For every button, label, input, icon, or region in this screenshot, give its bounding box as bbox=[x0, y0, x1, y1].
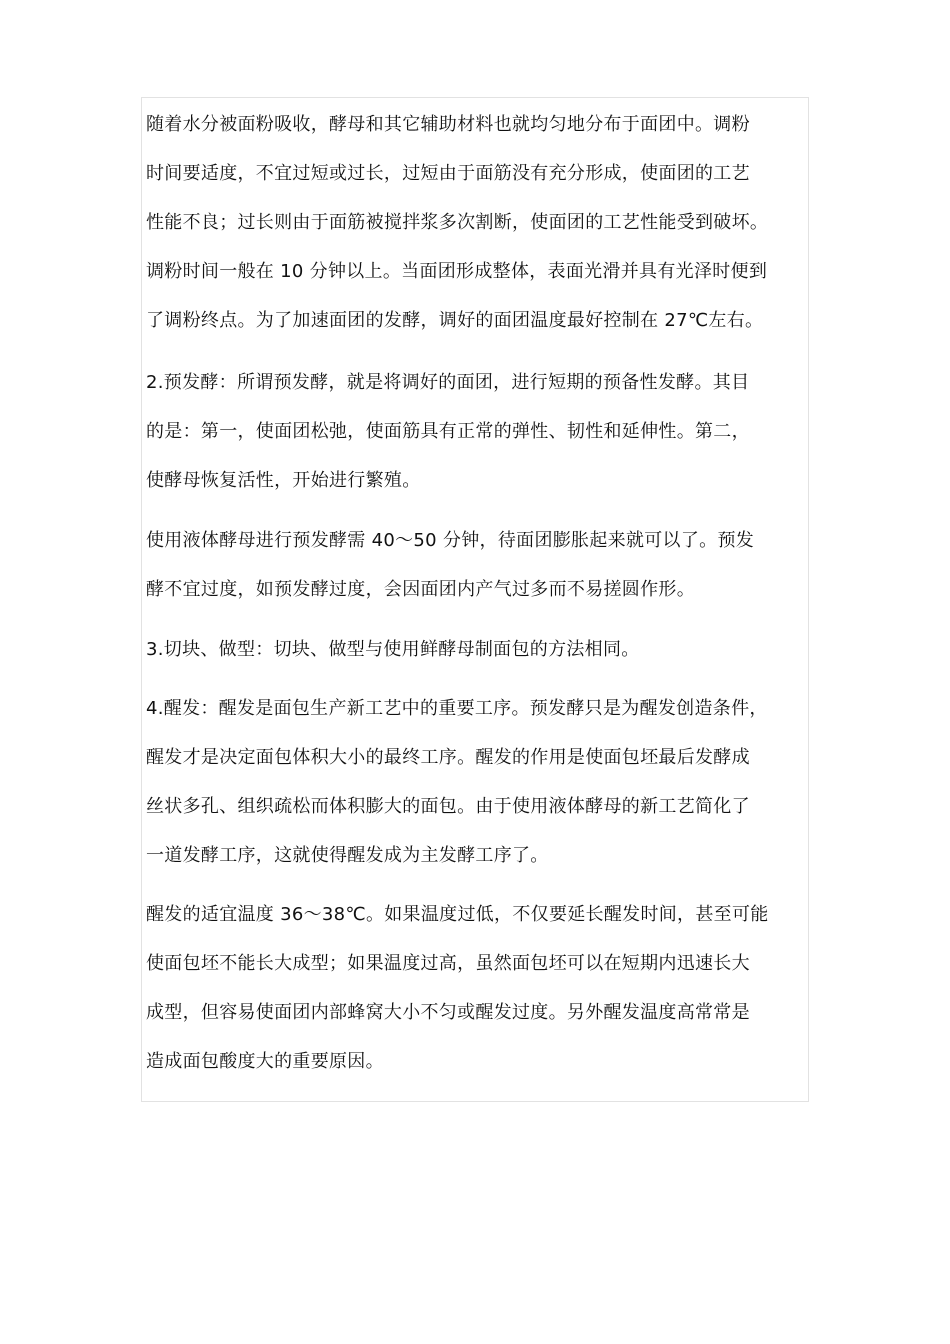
paragraph-proofing: 4.醒发：醒发是面包生产新工艺中的重要工序。预发酵只是为醒发创造条件， 醒发才是决定面包体积大小的最终工序。醒发的作用是使面包坯最后发酵成 丝状多孔、组织疏松而体积膨大的面包。由于使用液体酵母的新工艺简化了 一道发酵工序，这就使得醒发成为主发酵工序了。 bbox=[146, 698, 768, 866]
paragraph-cutting-shaping: 3.切块、做型：切块、做型与使用鲜酵母制面包的方法相同。 bbox=[146, 639, 640, 660]
paragraph-pre-fermentation: 2.预发酵：所谓预发酵，就是将调好的面团，进行短期的预备性发酵。其目 的是：第一，使面团松弛，使面筋具有正常的弹性、韧性和延伸性。第二， 使酵母恢复活性，开始进行繁殖。 bbox=[146, 372, 750, 491]
paragraph-liquid-yeast-time: 使用液体酵母进行预发酵需 40～50 分钟，待面团膨胀起来就可以了。预发 酵不宜过度，如预发酵过度，会因面团内产气过多而不易搓圆作形。 bbox=[146, 530, 755, 600]
paragraph-proofing-temperature: 醒发的适宜温度 36～38℃。如果温度过低，不仅要延长醒发时间，甚至可能 使面包坯不能长大成型；如果温度过高，虽然面包坯可以在短期内迅速长大 成型，但容易使面团内部蜂窝大小不匀或醒发过度。另外醒发温度高常常是 造成面包酸度大的重要原因。 bbox=[146, 904, 769, 1072]
paragraph-dough-mixing: 随着水分被面粉吸收，酵母和其它辅助材料也就均匀地分布于面团中。调粉 时间要适度，不宜过短或过长，过短由于面筋没有充分形成，使面团的工艺 性能不良；过长则由于面筋被搅拌浆多次割断，使面团的工艺性能受到破坏。 调粉时间一般在 10 分钟以上。当面团形成整体，表面光滑并具有光泽时便到 了调粉终点。为了加速面团的发酵，调好的面团温度最好控制在 27℃左右。 bbox=[146, 114, 769, 331]
document-body bbox=[141, 97, 809, 1102]
